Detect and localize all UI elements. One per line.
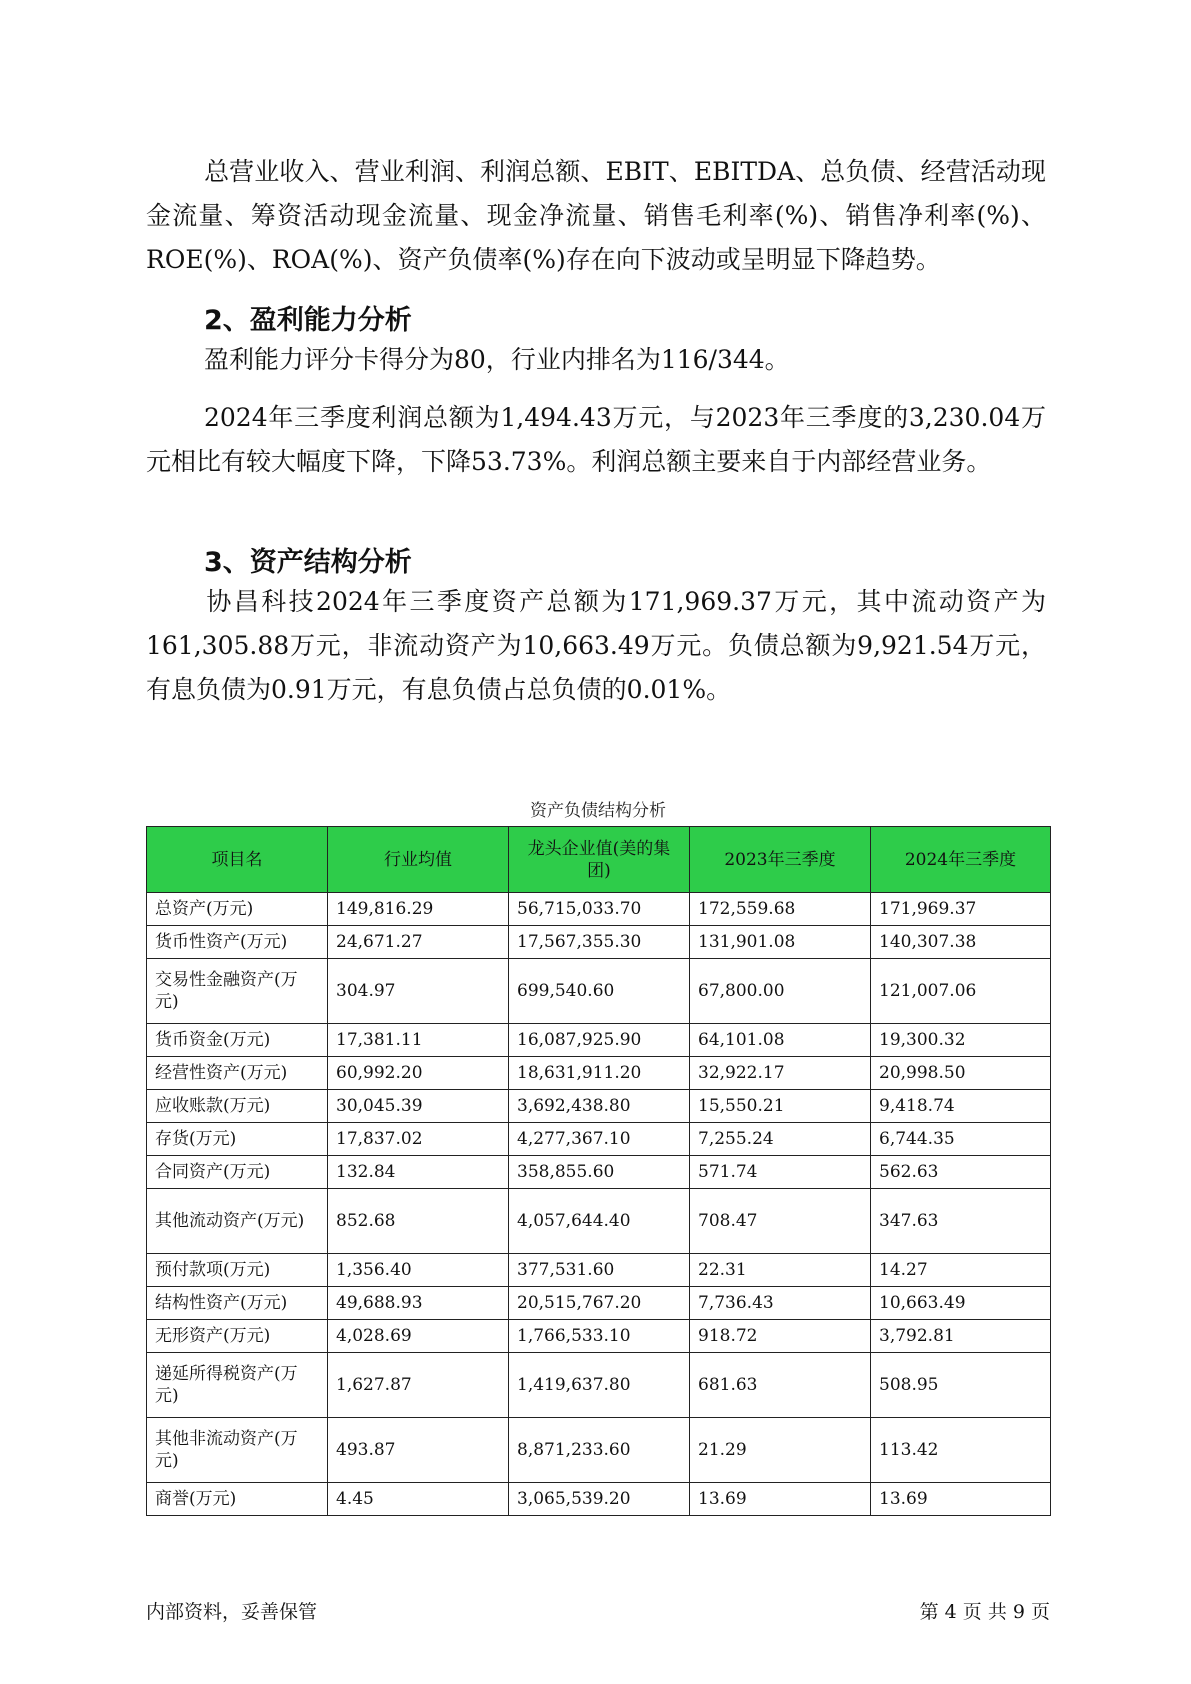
value-cell: 32,922.17	[690, 1057, 871, 1090]
asset-structure-table	[146, 826, 1051, 1516]
table-title: 资产负债结构分析	[530, 801, 666, 821]
value-cell: 377,531.60	[509, 1254, 690, 1287]
value-cell: 852.68	[328, 1189, 509, 1254]
value-cell: 16,087,925.90	[509, 1024, 690, 1057]
table-row	[147, 959, 1051, 1024]
value-cell: 140,307.38	[871, 926, 1051, 959]
value-cell: 113.42	[871, 1418, 1051, 1483]
value-cell: 3,792.81	[871, 1320, 1051, 1353]
value-cell: 171,969.37	[871, 893, 1051, 926]
table-row	[147, 1418, 1051, 1483]
value-cell: 1,766,533.10	[509, 1320, 690, 1353]
value-cell: 17,567,355.30	[509, 926, 690, 959]
value-cell: 6,744.35	[871, 1123, 1051, 1156]
column-header-industry-avg: 行业均值	[328, 827, 509, 893]
row-label-cell: 预付款项(万元)	[147, 1254, 328, 1287]
value-cell: 8,871,233.60	[509, 1418, 690, 1483]
value-cell: 67,800.00	[690, 959, 871, 1024]
section-heading-profitability: 2、盈利能力分析	[204, 305, 412, 336]
table-row	[147, 1287, 1051, 1320]
value-cell: 681.63	[690, 1353, 871, 1418]
paragraph-text: 2024年三季度利润总额为1,494.43万元，与2023年三季度的3,230.04万元相比有较大幅度下降，下降53.73%。利润总额主要来自于内部经营业务。	[146, 403, 1046, 476]
column-header-item: 项目名	[147, 827, 328, 893]
table-row	[147, 1353, 1051, 1418]
value-cell: 493.87	[328, 1418, 509, 1483]
value-cell: 918.72	[690, 1320, 871, 1353]
value-cell: 49,688.93	[328, 1287, 509, 1320]
value-cell: 1,627.87	[328, 1353, 509, 1418]
value-cell: 1,419,637.80	[509, 1353, 690, 1418]
value-cell: 19,300.32	[871, 1024, 1051, 1057]
value-cell: 1,356.40	[328, 1254, 509, 1287]
row-label-cell: 总资产(万元)	[147, 893, 328, 926]
value-cell: 15,550.21	[690, 1090, 871, 1123]
value-cell: 14.27	[871, 1254, 1051, 1287]
paragraph-profit-total	[146, 396, 1046, 484]
footer-page-number: 第 4 页 共 9 页	[919, 1601, 1050, 1623]
paragraph-asset-structure	[146, 580, 1046, 712]
value-cell: 149,816.29	[328, 893, 509, 926]
value-cell: 7,736.43	[690, 1287, 871, 1320]
column-header-2023q3: 2023年三季度	[690, 827, 871, 893]
row-label-cell: 交易性金融资产(万元)	[147, 959, 328, 1024]
table-row	[147, 1024, 1051, 1057]
value-cell: 508.95	[871, 1353, 1051, 1418]
table-row	[147, 893, 1051, 926]
value-cell: 22.31	[690, 1254, 871, 1287]
value-cell: 4,057,644.40	[509, 1189, 690, 1254]
footer-confidential-note: 内部资料，妥善保管	[146, 1601, 318, 1623]
row-label-cell: 结构性资产(万元)	[147, 1287, 328, 1320]
value-cell: 4.45	[328, 1483, 509, 1516]
value-cell: 17,837.02	[328, 1123, 509, 1156]
value-cell: 4,028.69	[328, 1320, 509, 1353]
row-label-cell: 经营性资产(万元)	[147, 1057, 328, 1090]
column-header-leader: 龙头企业值(美的集团)	[509, 827, 690, 893]
value-cell: 7,255.24	[690, 1123, 871, 1156]
paragraph-text: 总营业收入、营业利润、利润总额、EBIT、EBITDA、总负债、经营活动现金流量、筹资活动现金流量、现金净流量、销售毛利率(%)、销售净利率(%)、ROE(%)、ROA(%)、资产负债率(%)存在向下波动或呈明显下降趋势。	[146, 157, 1046, 274]
value-cell: 347.63	[871, 1189, 1051, 1254]
table-row	[147, 926, 1051, 959]
table-row	[147, 1483, 1051, 1516]
value-cell: 708.47	[690, 1189, 871, 1254]
table-row	[147, 1057, 1051, 1090]
table-row	[147, 1254, 1051, 1287]
column-header-2024q3: 2024年三季度	[871, 827, 1051, 893]
row-label-cell: 其他非流动资产(万元)	[147, 1418, 328, 1483]
value-cell: 30,045.39	[328, 1090, 509, 1123]
value-cell: 21.29	[690, 1418, 871, 1483]
paragraph-profitability-score	[146, 338, 1046, 382]
row-label-cell: 货币性资产(万元)	[147, 926, 328, 959]
value-cell: 131,901.08	[690, 926, 871, 959]
value-cell: 699,540.60	[509, 959, 690, 1024]
paragraph-text: 盈利能力评分卡得分为80，行业内排名为116/344。	[204, 345, 790, 374]
paragraph-text: 协昌科技2024年三季度资产总额为171,969.37万元，其中流动资产为161,305.88万元，非流动资产为10,663.49万元。负债总额为9,921.54万元，有息负债为0.91万元，有息负债占总负债的0.01%。	[146, 587, 1046, 704]
row-label-cell: 商誉(万元)	[147, 1483, 328, 1516]
table-row	[147, 1123, 1051, 1156]
section-heading-asset-structure: 3、资产结构分析	[204, 547, 412, 578]
row-label-cell: 其他流动资产(万元)	[147, 1189, 328, 1254]
value-cell: 56,715,033.70	[509, 893, 690, 926]
table-row	[147, 1189, 1051, 1254]
row-label-cell: 递延所得税资产(万元)	[147, 1353, 328, 1418]
value-cell: 304.97	[328, 959, 509, 1024]
value-cell: 64,101.08	[690, 1024, 871, 1057]
value-cell: 20,998.50	[871, 1057, 1051, 1090]
table-row	[147, 1090, 1051, 1123]
value-cell: 3,065,539.20	[509, 1483, 690, 1516]
value-cell: 121,007.06	[871, 959, 1051, 1024]
value-cell: 3,692,438.80	[509, 1090, 690, 1123]
row-label-cell: 货币资金(万元)	[147, 1024, 328, 1057]
row-label-cell: 存货(万元)	[147, 1123, 328, 1156]
value-cell: 9,418.74	[871, 1090, 1051, 1123]
paragraph-trend-summary	[146, 150, 1046, 282]
value-cell: 571.74	[690, 1156, 871, 1189]
value-cell: 18,631,911.20	[509, 1057, 690, 1090]
row-label-cell: 无形资产(万元)	[147, 1320, 328, 1353]
table-row	[147, 1320, 1051, 1353]
table-header-row	[147, 827, 1051, 893]
value-cell: 4,277,367.10	[509, 1123, 690, 1156]
value-cell: 172,559.68	[690, 893, 871, 926]
value-cell: 10,663.49	[871, 1287, 1051, 1320]
value-cell: 562.63	[871, 1156, 1051, 1189]
row-label-cell: 合同资产(万元)	[147, 1156, 328, 1189]
value-cell: 60,992.20	[328, 1057, 509, 1090]
row-label-cell: 应收账款(万元)	[147, 1090, 328, 1123]
value-cell: 24,671.27	[328, 926, 509, 959]
value-cell: 20,515,767.20	[509, 1287, 690, 1320]
value-cell: 17,381.11	[328, 1024, 509, 1057]
value-cell: 358,855.60	[509, 1156, 690, 1189]
table-row	[147, 1156, 1051, 1189]
value-cell: 13.69	[690, 1483, 871, 1516]
value-cell: 13.69	[871, 1483, 1051, 1516]
value-cell: 132.84	[328, 1156, 509, 1189]
